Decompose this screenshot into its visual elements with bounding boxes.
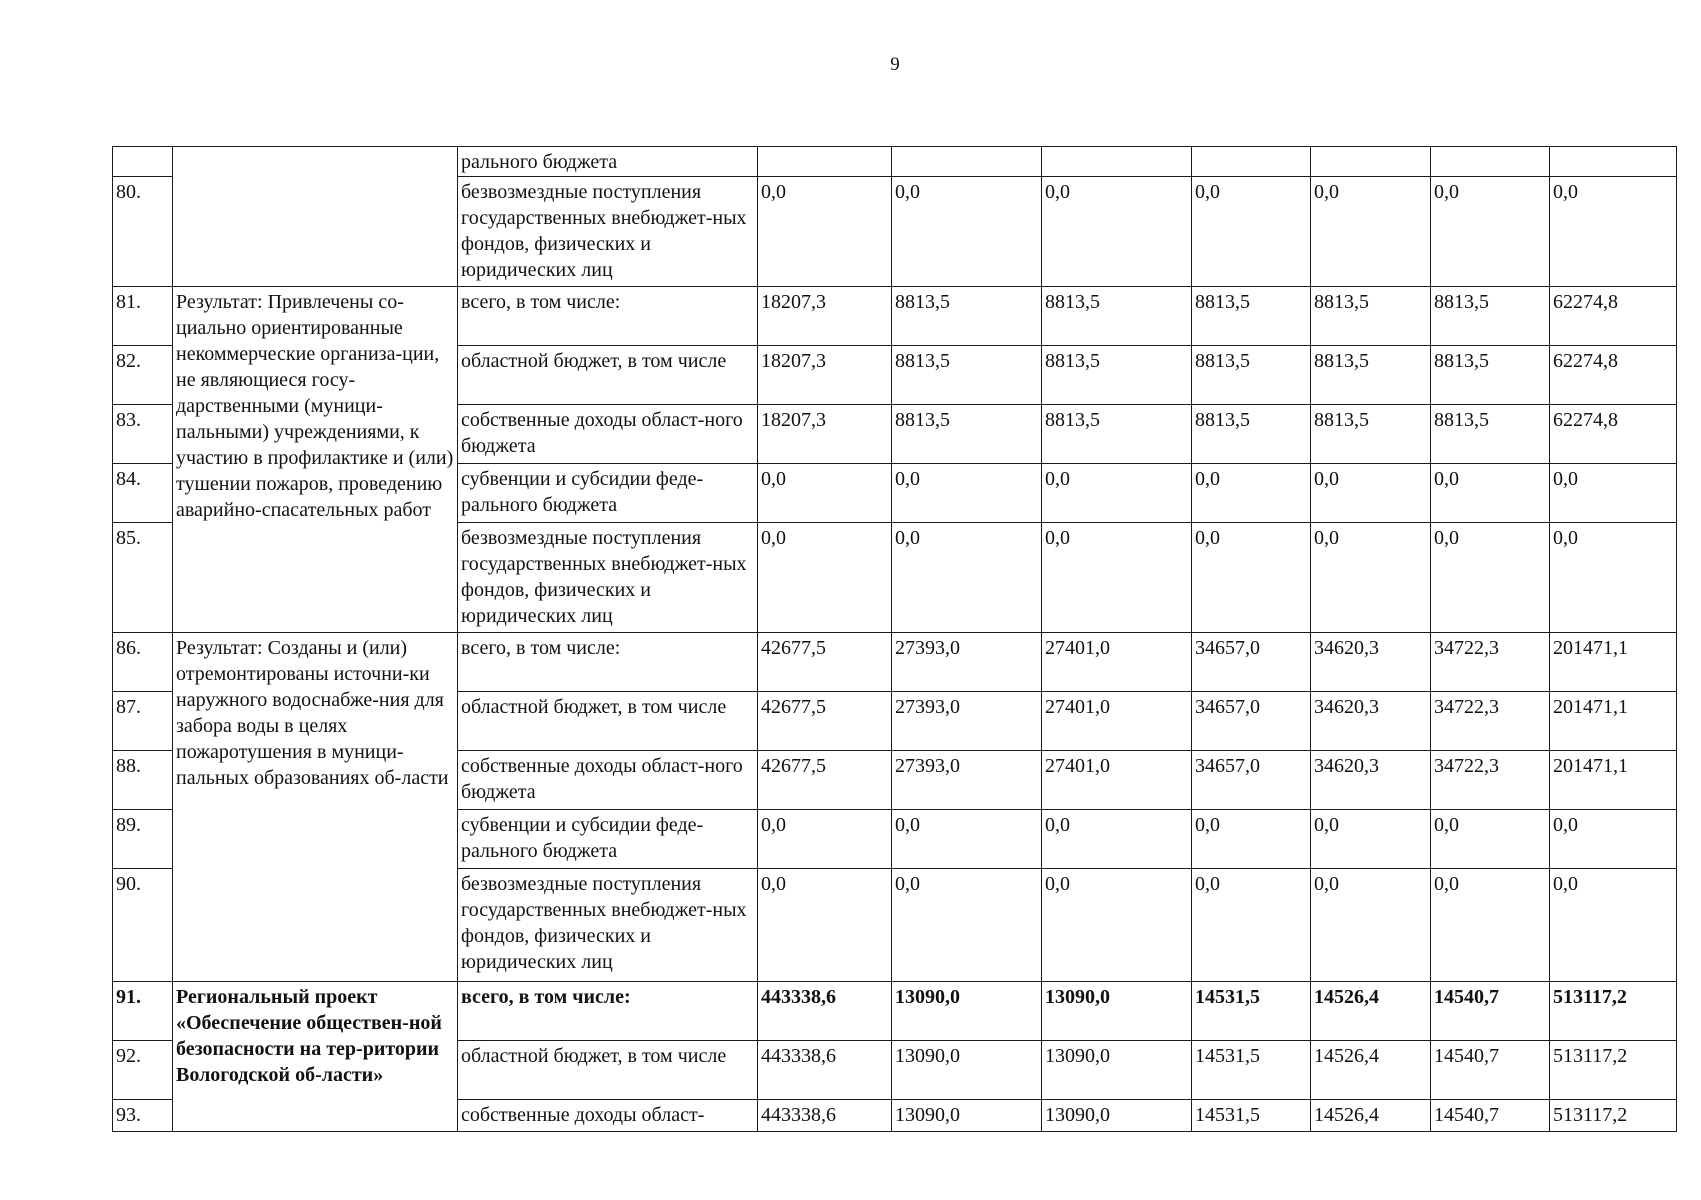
funding-source: всего, в том числе: — [458, 633, 758, 692]
year-value: 0,0 — [1192, 177, 1311, 287]
year-value: 0,0 — [1311, 177, 1431, 287]
year-value: 34620,3 — [1311, 633, 1431, 692]
year-value: 42677,5 — [758, 692, 892, 751]
funding-source: собственные доходы област- — [458, 1100, 758, 1132]
funding-source: собственные доходы област-ного бюджета — [458, 405, 758, 464]
year-value: 34722,3 — [1431, 633, 1550, 692]
year-value: 13090,0 — [1042, 1100, 1192, 1132]
total-value: 0,0 — [1550, 869, 1677, 982]
row-number: 87. — [113, 692, 173, 751]
year-value: 14540,7 — [1431, 1041, 1550, 1100]
year-value: 8813,5 — [892, 346, 1042, 405]
row-number: 92. — [113, 1041, 173, 1100]
funding-source: областной бюджет, в том числе — [458, 346, 758, 405]
year-value: 0,0 — [1311, 523, 1431, 633]
total-value: 0,0 — [1550, 464, 1677, 523]
year-value: 8813,5 — [892, 405, 1042, 464]
row-number: 81. — [113, 287, 173, 346]
year-value: 27401,0 — [1042, 692, 1192, 751]
table-row — [113, 147, 1677, 177]
year-value: 34722,3 — [1431, 692, 1550, 751]
year-value: 0,0 — [1192, 523, 1311, 633]
row-number — [113, 147, 173, 177]
year-value: 27393,0 — [892, 692, 1042, 751]
row-number: 93. — [113, 1100, 173, 1132]
year-value: 0,0 — [1431, 869, 1550, 982]
year-value: 14531,5 — [1192, 982, 1311, 1041]
row-number: 85. — [113, 523, 173, 633]
funding-source: областной бюджет, в том числе — [458, 692, 758, 751]
year-value: 8813,5 — [1311, 346, 1431, 405]
year-value: 0,0 — [1311, 464, 1431, 523]
table-row — [113, 287, 1677, 346]
year-value: 27393,0 — [892, 633, 1042, 692]
year-value: 34657,0 — [1192, 633, 1311, 692]
year-value: 0,0 — [1042, 177, 1192, 287]
year-value: 0,0 — [1042, 464, 1192, 523]
total-value: 513117,2 — [1550, 1100, 1677, 1132]
funding-source: безвозмездные поступления государственных внебюджет-ных фондов, физических и юридических лиц — [458, 523, 758, 633]
row-number: 84. — [113, 464, 173, 523]
year-value — [1431, 147, 1550, 177]
year-value: 0,0 — [1431, 523, 1550, 633]
year-value: 27393,0 — [892, 751, 1042, 810]
year-value: 0,0 — [758, 869, 892, 982]
year-value: 13090,0 — [892, 1100, 1042, 1132]
year-value: 14531,5 — [1192, 1100, 1311, 1132]
row-number: 80. — [113, 177, 173, 287]
year-value: 18207,3 — [758, 405, 892, 464]
total-value: 201471,1 — [1550, 751, 1677, 810]
total-value: 0,0 — [1550, 810, 1677, 869]
year-value: 8813,5 — [1042, 346, 1192, 405]
year-value: 0,0 — [1431, 177, 1550, 287]
total-value: 62274,8 — [1550, 287, 1677, 346]
year-value — [1311, 147, 1431, 177]
year-value: 34657,0 — [1192, 751, 1311, 810]
year-value: 13090,0 — [892, 1041, 1042, 1100]
row-number: 83. — [113, 405, 173, 464]
funding-source: безвозмездные поступления государственных внебюджет-ных фондов, физических и юридических лиц — [458, 177, 758, 287]
year-value: 34657,0 — [1192, 692, 1311, 751]
year-value: 8813,5 — [1311, 287, 1431, 346]
year-value: 34620,3 — [1311, 692, 1431, 751]
year-value: 34620,3 — [1311, 751, 1431, 810]
funding-source: безвозмездные поступления государственных внебюджет-ных фондов, физических и юридических лиц — [458, 869, 758, 982]
year-value: 0,0 — [892, 869, 1042, 982]
row-number: 89. — [113, 810, 173, 869]
row-number: 82. — [113, 346, 173, 405]
funding-source: субвенции и субсидии феде-рального бюджета — [458, 464, 758, 523]
row-number: 86. — [113, 633, 173, 692]
year-value: 0,0 — [1042, 523, 1192, 633]
year-value: 42677,5 — [758, 751, 892, 810]
funding-source: субвенции и субсидии феде-рального бюджета — [458, 810, 758, 869]
year-value: 34722,3 — [1431, 751, 1550, 810]
total-value: 62274,8 — [1550, 346, 1677, 405]
total-value: 513117,2 — [1550, 982, 1677, 1041]
year-value: 0,0 — [1431, 810, 1550, 869]
total-value: 0,0 — [1550, 523, 1677, 633]
year-value: 0,0 — [1192, 869, 1311, 982]
budget-table — [112, 146, 1677, 1132]
total-value: 201471,1 — [1550, 692, 1677, 751]
total-value: 513117,2 — [1550, 1041, 1677, 1100]
year-value: 0,0 — [1192, 464, 1311, 523]
year-value: 0,0 — [1042, 810, 1192, 869]
year-value: 0,0 — [1192, 810, 1311, 869]
year-value: 14540,7 — [1431, 1100, 1550, 1132]
year-value — [892, 147, 1042, 177]
year-value: 13090,0 — [1042, 982, 1192, 1041]
year-value: 8813,5 — [1042, 287, 1192, 346]
year-value: 8813,5 — [1042, 405, 1192, 464]
year-value: 8813,5 — [1311, 405, 1431, 464]
year-value: 0,0 — [758, 810, 892, 869]
funding-source: рального бюджета — [458, 147, 758, 177]
year-value: 14540,7 — [1431, 982, 1550, 1041]
page-number: 9 — [890, 54, 900, 75]
year-value: 443338,6 — [758, 982, 892, 1041]
year-value: 0,0 — [758, 177, 892, 287]
year-value: 0,0 — [1042, 869, 1192, 982]
table-row — [113, 633, 1677, 692]
year-value: 14531,5 — [1192, 1041, 1311, 1100]
year-value — [1042, 147, 1192, 177]
total-value: 0,0 — [1550, 177, 1677, 287]
total-value — [1550, 147, 1677, 177]
year-value: 0,0 — [892, 177, 1042, 287]
row-number: 90. — [113, 869, 173, 982]
total-value: 62274,8 — [1550, 405, 1677, 464]
year-value: 27401,0 — [1042, 633, 1192, 692]
year-value: 8813,5 — [1431, 405, 1550, 464]
table-row — [113, 982, 1677, 1041]
total-value: 201471,1 — [1550, 633, 1677, 692]
year-value: 8813,5 — [1431, 346, 1550, 405]
year-value: 18207,3 — [758, 287, 892, 346]
funding-source: всего, в том числе: — [458, 287, 758, 346]
year-value: 42677,5 — [758, 633, 892, 692]
year-value: 8813,5 — [1431, 287, 1550, 346]
year-value — [758, 147, 892, 177]
row-number: 91. — [113, 982, 173, 1041]
year-value: 14526,4 — [1311, 1100, 1431, 1132]
year-value: 18207,3 — [758, 346, 892, 405]
year-value: 8813,5 — [1192, 346, 1311, 405]
year-value: 0,0 — [758, 464, 892, 523]
year-value: 0,0 — [1431, 464, 1550, 523]
year-value: 0,0 — [892, 523, 1042, 633]
funding-source: собственные доходы област-ного бюджета — [458, 751, 758, 810]
funding-source: всего, в том числе: — [458, 982, 758, 1041]
year-value: 13090,0 — [1042, 1041, 1192, 1100]
year-value: 14526,4 — [1311, 982, 1431, 1041]
year-value: 13090,0 — [892, 982, 1042, 1041]
year-value: 0,0 — [758, 523, 892, 633]
result-description — [173, 147, 458, 287]
row-number: 88. — [113, 751, 173, 810]
year-value: 8813,5 — [1192, 405, 1311, 464]
funding-source: областной бюджет, в том числе — [458, 1041, 758, 1100]
result-description: Региональный проект «Обеспечение обществен-ной безопасности на тер-ритории Вологодской об-ласти» — [173, 982, 458, 1132]
result-description: Результат: Привлечены со-циально ориентированные некоммерческие организа-ции, не являющиеся госу-дарственными (муници-пальными) учреждениями, к участию в профилактике и (или) тушении пожаров, проведению аварийно-спасательных работ — [173, 287, 458, 633]
year-value: 0,0 — [1311, 810, 1431, 869]
year-value: 443338,6 — [758, 1100, 892, 1132]
year-value: 0,0 — [1311, 869, 1431, 982]
year-value: 27401,0 — [1042, 751, 1192, 810]
year-value: 8813,5 — [1192, 287, 1311, 346]
year-value: 8813,5 — [892, 287, 1042, 346]
year-value: 443338,6 — [758, 1041, 892, 1100]
result-description: Результат: Созданы и (или) отремонтированы источни-ки наружного водоснабже-ния для забора воды в целях пожаротушения в муници-пальных образованиях об-ласти — [173, 633, 458, 982]
year-value — [1192, 147, 1311, 177]
year-value: 0,0 — [892, 810, 1042, 869]
year-value: 0,0 — [892, 464, 1042, 523]
year-value: 14526,4 — [1311, 1041, 1431, 1100]
